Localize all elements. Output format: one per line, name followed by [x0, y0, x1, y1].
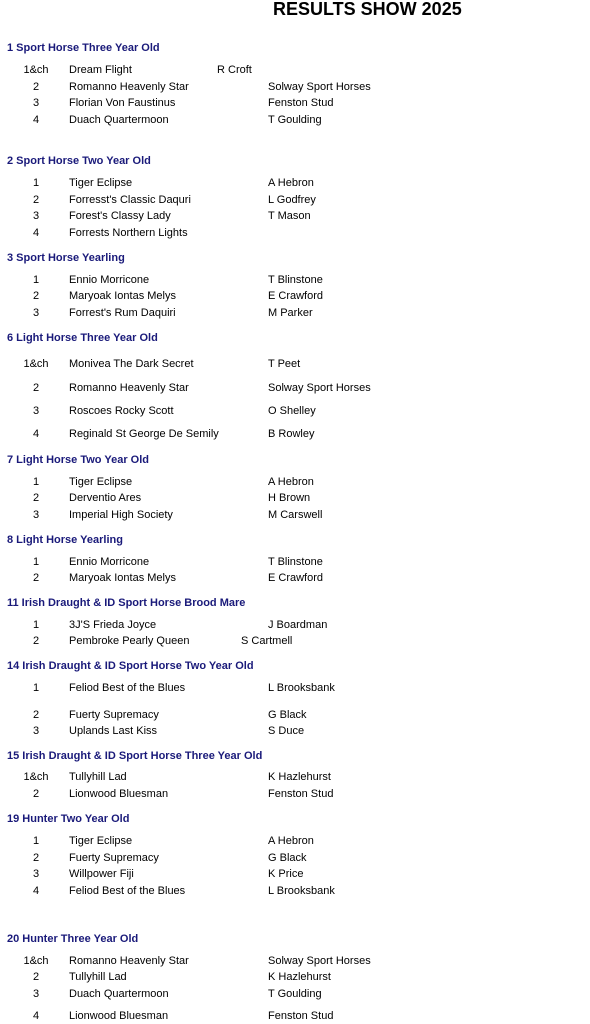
class-heading: 3 Sport Horse Yearling: [7, 252, 125, 264]
result-row: [0, 307, 590, 321]
horse-name: Forrests Northern Lights: [69, 227, 188, 239]
class-heading: 1 Sport Horse Three Year Old: [7, 42, 160, 54]
result-row: [0, 227, 590, 241]
result-row: [0, 509, 590, 523]
placing: 2: [32, 382, 40, 394]
placing: 1&ch: [23, 771, 49, 783]
result-row: [0, 492, 590, 506]
placing: 2: [32, 709, 40, 721]
owner-name: T Peet: [268, 358, 301, 370]
placing: 2: [32, 788, 40, 800]
owner-name: T Goulding: [268, 114, 322, 126]
horse-name: Maryoak Iontas Melys: [69, 290, 176, 302]
result-row: [0, 210, 590, 224]
class-heading: 14 Irish Draught & ID Sport Horse Two Year Old: [7, 660, 254, 672]
result-row: [0, 835, 590, 849]
class-heading: 19 Hunter Two Year Old: [7, 813, 130, 825]
horse-name: Tiger Eclipse: [69, 476, 133, 488]
result-row: [0, 868, 590, 882]
horse-name: Tullyhill Lad: [69, 771, 127, 783]
owner-name: L Brooksbank: [268, 885, 335, 897]
horse-name: Uplands Last Kiss: [69, 725, 158, 737]
owner-name: L Brooksbank: [268, 682, 335, 694]
horse-name: Romanno Heavenly Star: [69, 955, 189, 967]
placing: 3: [32, 725, 40, 737]
horse-name: Romanno Heavenly Star: [69, 382, 189, 394]
owner-name: E Crawford: [268, 290, 324, 302]
class-heading: 20 Hunter Three Year Old: [7, 933, 139, 945]
owner-name: Fenston Stud: [268, 788, 334, 800]
placing: 1&ch: [23, 64, 49, 76]
result-row: [0, 358, 590, 372]
owner-name: R Croft: [217, 64, 252, 76]
result-row: [0, 955, 590, 969]
placing: 2: [32, 290, 40, 302]
owner-name: L Godfrey: [268, 194, 316, 206]
horse-name: Ennio Morricone: [69, 556, 150, 568]
result-row: [0, 114, 590, 128]
owner-name: B Rowley: [268, 428, 315, 440]
page-title: RESULTS SHOW 2025: [273, 0, 462, 19]
owner-name: Solway Sport Horses: [268, 382, 371, 394]
result-row: [0, 194, 590, 208]
placing: 4: [32, 227, 40, 239]
result-row: [0, 97, 590, 111]
placing: 2: [32, 492, 40, 504]
owner-name: T Blinstone: [268, 274, 323, 286]
placing: 3: [32, 307, 40, 319]
result-row: [0, 1010, 590, 1024]
owner-name: G Black: [268, 709, 307, 721]
owner-name: K Hazlehurst: [268, 971, 331, 983]
horse-name: Duach Quartermoon: [69, 988, 169, 1000]
placing: 2: [32, 81, 40, 93]
owner-name: T Goulding: [268, 988, 322, 1000]
horse-name: Lionwood Bluesman: [69, 788, 169, 800]
horse-name: Fuerty Supremacy: [69, 709, 159, 721]
placing: 2: [32, 194, 40, 206]
owner-name: K Price: [268, 868, 304, 880]
horse-name: Derventio Ares: [69, 492, 142, 504]
horse-name: Roscoes Rocky Scott: [69, 405, 174, 417]
class-heading: 7 Light Horse Two Year Old: [7, 454, 150, 466]
owner-name: G Black: [268, 852, 307, 864]
result-row: [0, 682, 590, 696]
horse-name: Feliod Best of the Blues: [69, 885, 186, 897]
result-row: [0, 382, 590, 396]
result-row: [0, 971, 590, 985]
class-heading: 15 Irish Draught & ID Sport Horse Three Year Old: [7, 750, 263, 762]
horse-name: Lionwood Bluesman: [69, 1010, 169, 1022]
owner-name: Fenston Stud: [268, 97, 334, 109]
placing: 3: [32, 868, 40, 880]
result-row: [0, 290, 590, 304]
horse-name: Ennio Morricone: [69, 274, 150, 286]
horse-name: Pembroke Pearly Queen: [69, 635, 190, 647]
horse-name: Willpower Fiji: [69, 868, 134, 880]
owner-name: Solway Sport Horses: [268, 81, 371, 93]
horse-name: Reginald St George De Semily: [69, 428, 219, 440]
class-heading: 11 Irish Draught & ID Sport Horse Brood Mare: [7, 597, 246, 609]
result-row: [0, 572, 590, 586]
owner-name: A Hebron: [268, 177, 314, 189]
owner-name: M Carswell: [268, 509, 323, 521]
horse-name: 3J'S Frieda Joyce: [69, 619, 157, 631]
result-row: [0, 64, 590, 78]
owner-name: H Brown: [268, 492, 311, 504]
result-row: [0, 476, 590, 490]
placing: 4: [32, 114, 40, 126]
owner-name: T Blinstone: [268, 556, 323, 568]
owner-name: Fenston Stud: [268, 1010, 334, 1022]
horse-name: Feliod Best of the Blues: [69, 682, 186, 694]
placing: 2: [32, 635, 40, 647]
horse-name: Tiger Eclipse: [69, 835, 133, 847]
class-heading: 6 Light Horse Three Year Old: [7, 332, 158, 344]
result-row: [0, 885, 590, 899]
result-row: [0, 177, 590, 191]
horse-name: Duach Quartermoon: [69, 114, 169, 126]
placing: 1: [32, 835, 40, 847]
horse-name: Florian Von Faustinus: [69, 97, 176, 109]
owner-name: S Cartmell: [241, 635, 293, 647]
placing: 1: [32, 476, 40, 488]
class-heading: 8 Light Horse Yearling: [7, 534, 123, 546]
horse-name: Monivea The Dark Secret: [69, 358, 194, 370]
placing: 3: [32, 97, 40, 109]
placing: 1&ch: [23, 358, 49, 370]
result-row: [0, 709, 590, 723]
placing: 1: [32, 556, 40, 568]
owner-name: K Hazlehurst: [268, 771, 331, 783]
horse-name: Forrest's Rum Daquiri: [69, 307, 176, 319]
result-row: [0, 988, 590, 1002]
owner-name: A Hebron: [268, 835, 314, 847]
result-row: [0, 274, 590, 288]
result-row: [0, 428, 590, 442]
placing: 4: [32, 1010, 40, 1022]
horse-name: Imperial High Society: [69, 509, 173, 521]
result-row: [0, 619, 590, 633]
owner-name: S Duce: [268, 725, 305, 737]
owner-name: A Hebron: [268, 476, 314, 488]
horse-name: Forest's Classy Lady: [69, 210, 171, 222]
placing: 1: [32, 682, 40, 694]
placing: 3: [32, 210, 40, 222]
result-row: [0, 635, 590, 649]
placing: 1: [32, 274, 40, 286]
horse-name: Tiger Eclipse: [69, 177, 133, 189]
horse-name: Fuerty Supremacy: [69, 852, 159, 864]
placing: 3: [32, 988, 40, 1000]
placing: 2: [32, 971, 40, 983]
placing: 2: [32, 852, 40, 864]
result-row: [0, 556, 590, 570]
horse-name: Romanno Heavenly Star: [69, 81, 189, 93]
result-row: [0, 852, 590, 866]
result-row: [0, 771, 590, 785]
result-row: [0, 405, 590, 419]
owner-name: T Mason: [268, 210, 311, 222]
result-row: [0, 788, 590, 802]
placing: 1: [32, 619, 40, 631]
placing: 1&ch: [23, 955, 49, 967]
horse-name: Forresst's Classic Daquri: [69, 194, 191, 206]
placing: 1: [32, 177, 40, 189]
placing: 3: [32, 509, 40, 521]
owner-name: O Shelley: [268, 405, 316, 417]
owner-name: Solway Sport Horses: [268, 955, 371, 967]
owner-name: M Parker: [268, 307, 313, 319]
horse-name: Dream Flight: [69, 64, 132, 76]
placing: 3: [32, 405, 40, 417]
result-row: [0, 81, 590, 95]
horse-name: Maryoak Iontas Melys: [69, 572, 176, 584]
horse-name: Tullyhill Lad: [69, 971, 127, 983]
owner-name: J Boardman: [268, 619, 328, 631]
result-row: [0, 725, 590, 739]
placing: 2: [32, 572, 40, 584]
placing: 4: [32, 885, 40, 897]
class-heading: 2 Sport Horse Two Year Old: [7, 155, 151, 167]
owner-name: E Crawford: [268, 572, 324, 584]
placing: 4: [32, 428, 40, 440]
